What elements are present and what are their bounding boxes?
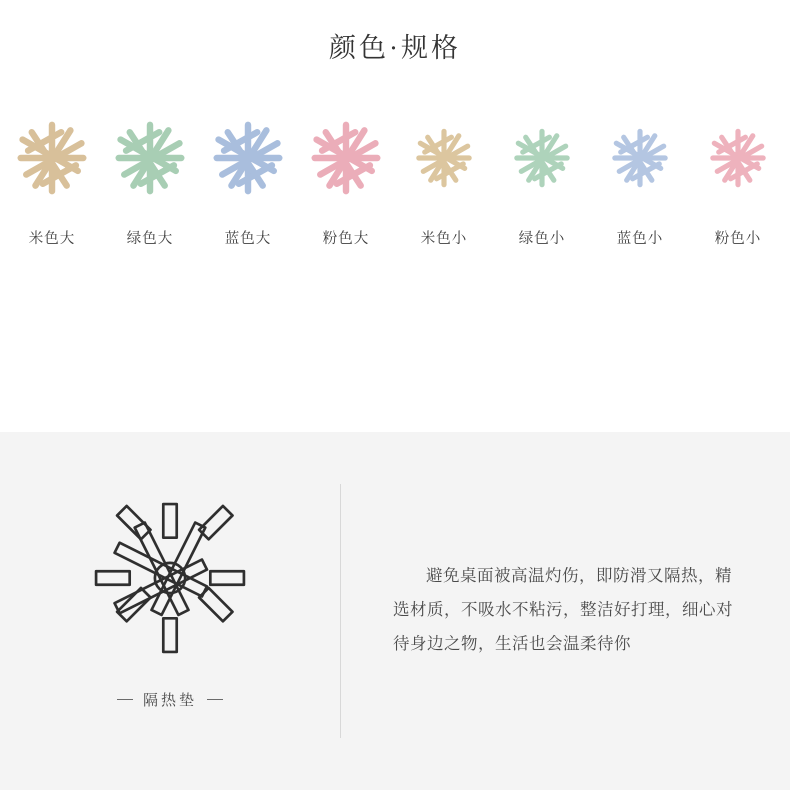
feature-section [0, 432, 790, 790]
swatch-image [395, 103, 493, 213]
swatch-beige-small[interactable] [395, 103, 493, 248]
swatch-green-small[interactable] [493, 103, 591, 248]
swatch-blue-small[interactable] [591, 103, 689, 248]
product-label-text: 隔热垫 [142, 692, 197, 709]
swatch-blue-large[interactable] [199, 103, 297, 248]
trivet-icon [202, 112, 294, 204]
swatch-caption: 粉色小 [714, 231, 762, 247]
trivet-icon [300, 112, 392, 204]
trivet-icon [104, 112, 196, 204]
swatch-image [101, 103, 199, 213]
dash-left-icon [117, 699, 133, 700]
swatch-image [689, 103, 787, 213]
description-text: 避免桌面被高温灼伤，即防滑又隔热，精选材质，不吸水不粘污，整洁好打理，细心对待身边之物，生活也会温柔待你 [393, 567, 733, 653]
swatch-image [591, 103, 689, 213]
swatch-caption: 绿色小 [518, 231, 566, 247]
product-label [117, 689, 223, 710]
description-pane [341, 432, 790, 790]
swatch-caption: 米色小 [420, 231, 468, 247]
swatch-image [297, 103, 395, 213]
swatch-caption: 粉色大 [322, 231, 370, 247]
trivet-icon [603, 121, 677, 195]
swatch-green-large[interactable] [101, 103, 199, 248]
swatch-image [199, 103, 297, 213]
feature-section-inner [0, 432, 790, 790]
product-outline-image [86, 494, 254, 667]
swatch-pink-small[interactable] [689, 103, 787, 248]
trivet-outline-icon [86, 494, 254, 662]
swatch-image [493, 103, 591, 213]
trivet-icon [6, 112, 98, 204]
trivet-icon [701, 121, 775, 195]
swatch-beige-large[interactable] [3, 103, 101, 248]
trivet-icon [407, 121, 481, 195]
trivet-icon [505, 121, 579, 195]
swatch-pink-large[interactable] [297, 103, 395, 248]
page-title: 颜色·规格 [329, 33, 461, 63]
swatch-caption: 蓝色小 [616, 231, 664, 247]
swatch-row [0, 103, 790, 248]
swatch-caption: 绿色大 [126, 231, 174, 247]
product-image-pane [0, 432, 340, 790]
swatch-image [3, 103, 101, 213]
swatch-caption: 米色大 [28, 231, 76, 247]
swatch-caption: 蓝色大 [224, 231, 272, 247]
dash-right-icon [207, 699, 223, 700]
